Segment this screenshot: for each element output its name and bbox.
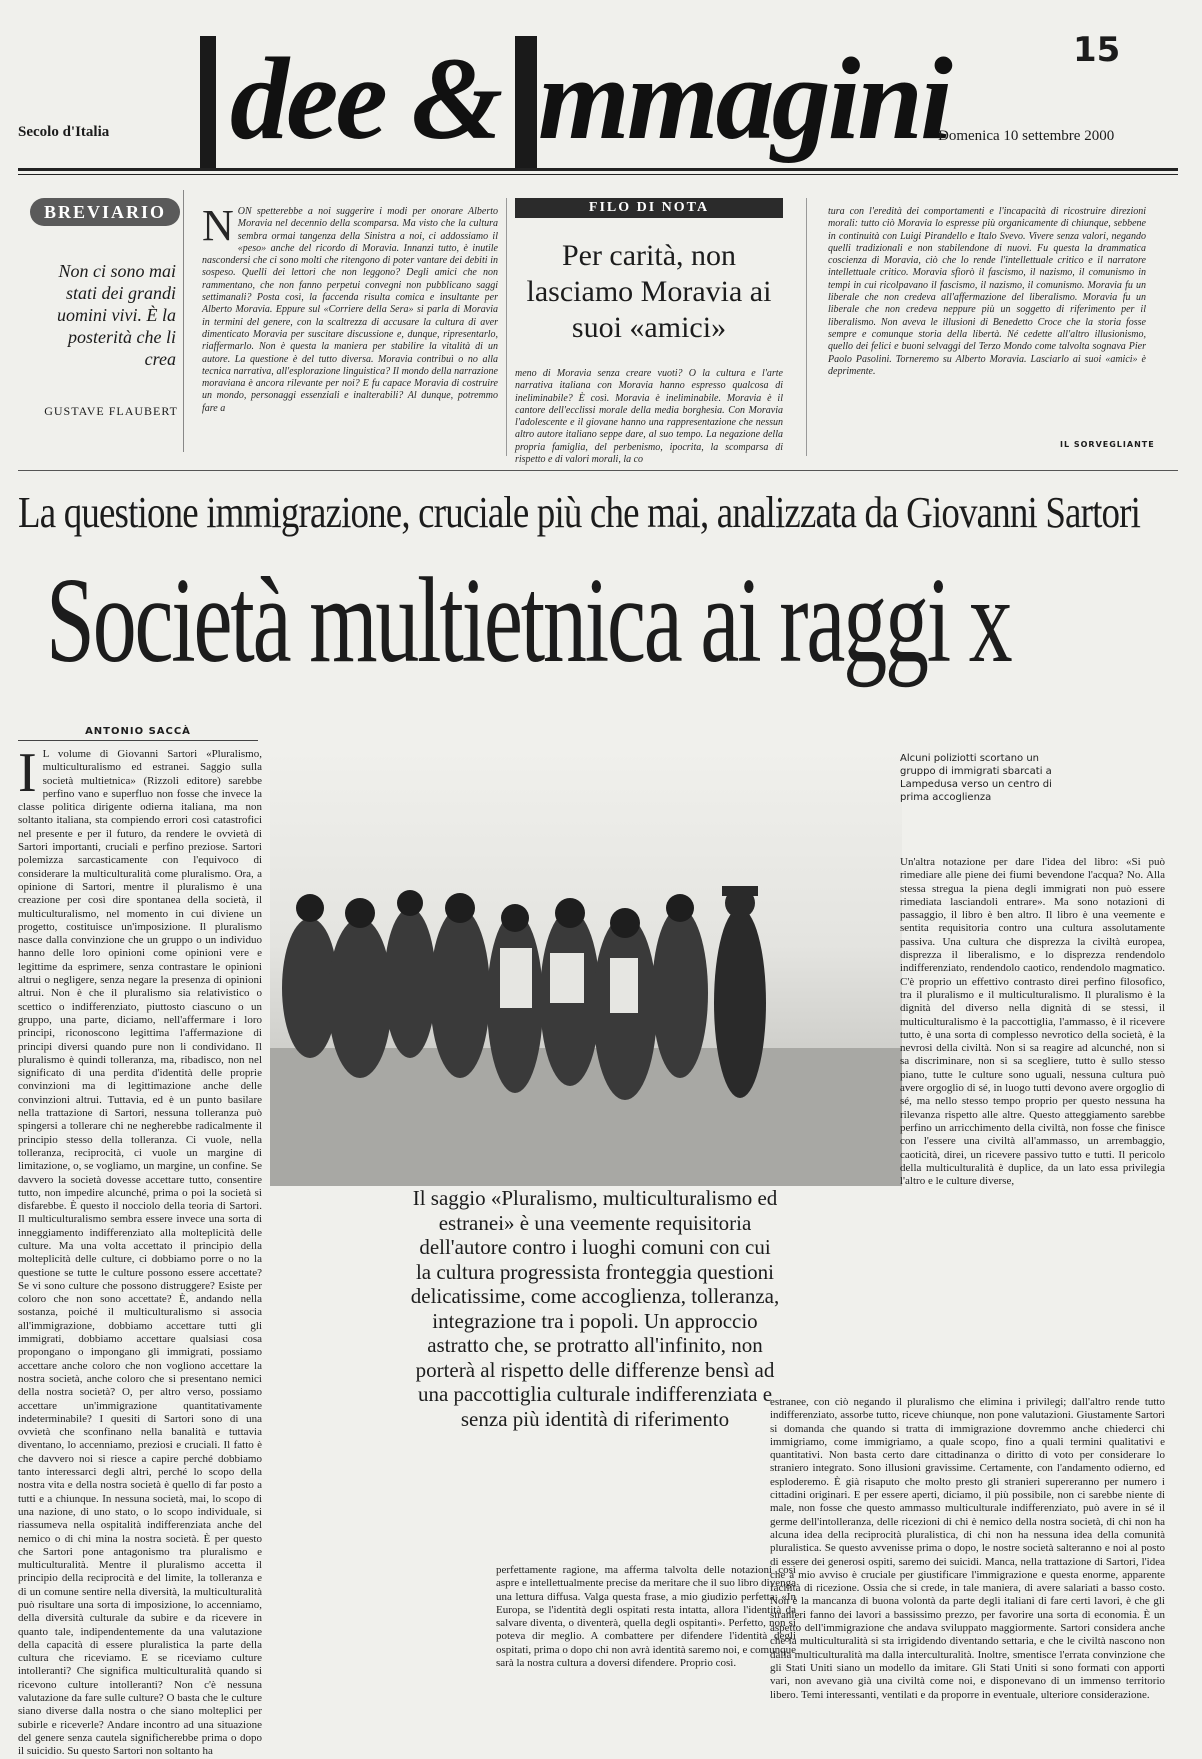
article-column-3-continued: estranee, con ciò negando il pluralismo che elimina i privilegi; dall'altro rende tutto indifferenziato, assorbe tutto, riceve chiunque, non pone valutazioni. Giustamente Sartori si domanda che quando si tratta di immigrazione dovremmo anche chiederci chi immigriamo, come immigriamo, a quale scopo, fino a quali termini qualitativi e quantitativi. Non basta certo dare cittadinanza o diritto di voto per considerare lo straniero integrato. Sono illusioni gravissime. Certamente, con l'andamento odierno, ed esploderemo. È già risaputo che molto presto gli stranieri supereranno per numero i cittadini originari. E per essere aperti, diciamo, il più possibile, non ci sarebbe niente di male, non fosse che questo ammasso multiculturale indifferenziato, può avere in sé il germe dell'intolleranza, delle ricezioni di chi è nemico della nostra società, di chi non ha alcuna idea della reciprocità pluralistica, di chi non ha nessuna idea della comunità pluralistica. Se questo avvenisse prima o dopo, le nostre società salteranno e noi al posto di essere dei generosi ospiti, saremo dei suicidi. Manca, nella trattazione di Sartori, l'idea che a mio avviso è cruciale per giustificare l'immigrazione e questa enorme, apparente facilità di ricezione. Ossia che si crede, in tale maniera, di avere salariati a basso costo. Non è la mancanza di buona volontà da parte degli italiani di fare certi lavori, è che gli stranieri fanno dei lavori a bassissimo prezzo, per favorire una sorta di economia. È un aspetto dell'immigrazione che andava sviluppato maggiormente. Sartori considera anche che la multiculturalità si sta irrigidendo diventando settaria, e che le civiltà nascono non dalla multiculturalità ma dalla interculturalità. Inoltre, smentisce l'errata convinzione che gli Stati Uniti siano un modello da imitare. Gli Stati Uniti si sono formati con apporti vari, non avevano già una civiltà come noi, e disponevano di un immenso territorio libero. Temi interessanti, ventilati e da proporre in eventuale, ulteriore considerazione. <box>770 1396 1165 1701</box>
section-rule <box>18 470 1178 471</box>
column-divider <box>806 198 807 456</box>
section-title <box>230 33 950 164</box>
filo-column-1 <box>202 201 498 456</box>
dropcap: N <box>202 201 234 250</box>
photo-placeholder <box>270 748 902 1186</box>
filo-di-nota-label: FILO DI NOTA <box>515 198 783 218</box>
article-column-3: Un'altra notazione per dare l'idea del libro: «Si può rimediare alle piene dei fiumi bevendone l'acqua? No. Alla stessa stregua la piena degli immigrati non può essere rimediata lasciandoli entrare». Ma sono notazioni di passaggio, il libro è ben altro. Il libro è una veemente e sentita requisitoria contro una cultura assolutamente passiva. Una cultura che disprezza la civiltà europea, disprezza il liberalismo, e lo disprezza rendendolo indifferenziato, rendendolo caotico, rendendolo magmatico. C'è proprio un effettivo contrasto direi perfino filosofico, tra il pluralismo e il multiculturalismo. Il pluralismo è la dignità del diverso nella dignità di se stessi, il multiculturalismo è la paccottiglia, l'ammasso, è il ricevere tutto, è una sorta di complesso nevrotico della società, è la nevrosi della civiltà. Non si sa reagire ad alcunché, non si sa discriminare, non si sa scegliere, tutto è sullo stesso piano, tutte le culture sono uguali, nessuna cultura può avere orgoglio di sé, in luogo tutti devono avere orgoglio di sé, ma nello stesso tempo proprio per questo nessuna ha rilevanza rispetto alle altre. Questo atteggiamento sarebbe perfino un arricchimento della civiltà, non fosse che finisce con l'essere una civiltà all'ammasso, un arrembaggio, caoticità, direi, un ricevere passivo tutto e tutti. Il pericolo della multiculturalità è duplice, da un lato essa privilegia l'altro e le culture diverse, <box>900 856 1165 1188</box>
section-title-left: dee & <box>230 33 501 164</box>
photo-immigrants-lampedusa <box>270 748 902 1186</box>
photo-caption: Alcuni poliziotti scortano un gruppo di immigrati sbarcati a Lampedusa verso un centro di prima accoglienza <box>900 753 1052 803</box>
filo-column-2: meno di Moravia senza creare vuoti? O la cultura e l'arte narrativa italiana con Moravia hanno espresso qualcosa di ineliminabile? È così. Moravia è ineliminabile. Moravia è il cantore dell'ecclissi morale della media borghesia. Con Moravia l'adolescente e il giovane hanno una rappresentazione che nessun altro autore italiano seppe dare, al suo tempo. La negazione della propria famiglia, del perbenismo, ipocrita, la scomparsa di rispetto e di valori morali, la co <box>515 368 783 466</box>
breviario-author: GUSTAVE FLAUBERT <box>44 404 178 418</box>
breviario-box <box>18 190 184 452</box>
filo-signature: IL SORVEGLIANTE <box>1060 440 1155 449</box>
pull-quote: Il saggio «Pluralismo, multiculturalismo ed estranei» è una veemente requisitoria dell'autore contro i luoghi comuni con cui la cultura progressista fronteggia questioni delicatissime, come accoglienza, tolleranza, integrazione tra i popoli. Un approccio astratto che, se protratto all'infinito, non porterà al rispetto delle differenze bensì ad una paccottiglia culturale indifferenziata e senza più identità di riferimento <box>410 1186 780 1431</box>
dropcap: I <box>18 742 37 804</box>
filo-di-nota-box <box>515 198 783 360</box>
breviario-label: BREVIARIO <box>30 198 180 226</box>
issue-date: Domenica 10 settembre 2000 <box>938 128 1115 144</box>
masthead-rule-thin <box>18 174 1178 175</box>
masthead-bar-left <box>200 36 216 168</box>
page-number: 15 <box>1073 30 1121 70</box>
newspaper-name: Secolo d'Italia <box>18 124 110 140</box>
article-column-2: perfettamente ragione, ma afferma talvolta delle notazioni così aspre e intellettualmente precise da meritare che il suo libro divenga una lettura diffusa. Valga questa frase, a mio giudizio perfetta: «In Europa, se l'identità degli ospitati resta intatta, allora l'identità da salvare diventa, o diventerà, quella degli ospitanti». Perfetto, non si poteva dir meglio. A combattere per difendere l'identità degli ospitati, prima o dopo chi non avrà identità saremo noi, e comunque sarà la nostra cultura a doversi difendere. Proprio così. <box>496 1564 796 1670</box>
article-column-1-text: L volume di Giovanni Sartori «Pluralismo, multiculturalismo ed estranei. Saggio sulla società multietnica» (Rizzoli editore) sarebbe perfino vano e superfluo non fosse che invece la classe politica dirigente odierna italiana, ma non soltanto italiana, sta compiendo errori così catastrofici nel presente e per il futuro, da rendere le ovvietà di Sartori importanti, cruciali e perfino preziose. Sartori polemizza sarcasticamente con l'equivoco di considerare la multiculturalità come pluralismo. Ora, a opinione di Sartori, mentre il pluralismo è una creazione per così dire spontanea della società, il multiculturalismo, nel momento in cui diviene un progetto, costituisce un'imposizione. Il pluralismo nasce dalla convinzione che un gruppo o un individuo hanno delle loro opinioni come opinioni vere e legittime da esprimere, senza contrastare le opinioni altrui o negligere, senza negare la presenza di opinioni altrui. Non è che il pluralismo sia relativistico o scettico o indifferenziato, piuttosto ciascuno o un gruppo, una parte, diciamo, nell'affermare i loro principi, riconoscono legittima l'affermazione di principi diversi quando pure non li condividano. Il pluralismo è quindi tolleranza, ma, ribadisco, non nel significato di una perdita d'identità delle proprie convinzioni ma di legittimazione anche delle convinzioni altrui. Tuttavia, ed è un punto basilare nella trattazione di Sartori, nessuna tolleranza può spingersi a tollerare chi ne negherebbe radicalmente il principio stesso della tolleranza. Ci vuole, nella tolleranza, reciprocità, ci vuole un margine di limitazione, o, se vogliamo, un margine, un confine. Se davvero la società dovesse accettare tutto, consentire tutto, non impedire alcunché, prima o poi la società si disfarebbe. È questo il nocciolo della teoria di Sartori. Il multiculturalismo sembra essere invece una sorta di inneggiamento indifferenziato alla molteplicità delle culture. Ma una volta accettato il principio della molteplicità delle culture, ci dobbiamo porre o no la questione se tutte le culture possono essere accettate? Se vi sono culture che possono distruggere? Esiste per coloro che non sono accettate? È, andando nella sostanza, poiché il multiculturalismo si associa all'immigrazione, dobbiamo accettare tutti gli immigrati, dobbiamo accettare qualsiasi cosa propongano o impongano gli immigrati, possiamo accettare anche coloro che non vogliono accettare la nostra società, anche coloro che si presentano nemici della nostra società? O, per altro verso, possiamo accettare un'immigrazione quantitativamente indeterminabile? I quesiti di Sartori sono di una ovvietà che sconfinano nella banalità e tuttavia diventano, lo accenniamo, preziosi e cruciali. Il fatto è che davvero noi si riesce a capire perché dobbiamo tanto interessarci degli altri, perché lo scopo della nostra vita e della nostra società è quello di far posto a tutti e a chiunque. In nessuna società, mai, lo scopo di una nazione, di uno stato, o lo scopo individuale, si riassumeva nella ospitalità indifferenziata anche del nemico o di chi mina la nostra società. È per questo che Sartori pone antagonismo tra pluralismo e multiculturalità. Mentre il pluralismo accetta il principio della reciprocità e del limite, la tolleranza e di un comune sentire nella diversità, la multiculturalità può risultare una sorta di imposizione, lo accenniamo, della diversità culturale da subire e da ricevere in quanto tale, indipendentemente da una valutazione della capacità di essere pluralistica la parte della cultura che riceviamo. E se riceviamo culture intolleranti? Che significa multiculturalità quando si ricevono culture intolleranti? Non c'è nessuna valutazione da fare sulle culture? O basta che le culture siano diverse dalla nostra o che siano molteplici per subirle e riceverle? Andare incontro ad una situazione del genere senza cautela significherebbe prima o dopo il suicidio. Su questo Sartori non soltanto ha <box>18 748 262 1758</box>
article-kicker: La questione immigrazione, cruciale più che mai, analizzata da Giovanni Sartori <box>18 488 1141 537</box>
article-headline: Società multietnica ai raggi x <box>46 553 1011 688</box>
breviario-quote: Non ci sono mai stati dei grandi uomini vivi. È la posterità che li crea <box>57 261 176 369</box>
filo-di-nota-title: Per carità, non lasciamo Moravia ai suoi «amici» <box>526 239 772 344</box>
column-divider <box>506 198 507 456</box>
section-title-right: mmagini <box>538 33 950 164</box>
filo-column-3: tura con l'eredità dei comportamenti e l'incapacità di ricostruire direzioni morali: tutto ciò Moravia lo espresse più organicamente di chiunque, sebbene in continuità con Luigi Pirandello e Italo Svevo. Vivere senza valori, negando quelli tradizionali e non stabilendone di nuovi. Fu questa la drammatica coscienza di Moravia, ciò che lo rende l'intellettuale critico e il narratore intellettuale critico. Moravia sfiorò il fascismo, il nazismo, il comunismo in tempi in cui ricolpavano il fascismo, il nazismo, il comunismo. Moravia fu un liberale che non credeva all'affermazione del liberalismo. Moravia fu un liberale che non credeva neppure più un soggetto di riferimento per il liberalismo. Non aveva le illusioni di Benedetto Croce che la storia fosse sempre e comunque storia della libertà. Né cedette all'altro illusionismo, quello dei felici e buoni selvaggi del Terzo Mondo come talvolta sognava Pier Paolo Pasolini. Torneremo su Alberto Moravia. Lasciarlo ai suoi «amici» è deprimente. <box>828 206 1146 377</box>
masthead-rule <box>18 168 1178 171</box>
filo-column-1-text: ON spetterebbe a noi suggerire i modi per onorare Alberto Moravia nel decennio della scomparsa. Ma visto che la cultura sembra ormai tangenza della Sinistra a noi, ci addossiamo il «peso» anche del ricordo di Moravia. Innanzi tutto, è inutile nascondersi che ci sono molti che ritengono di poter vantare dei debiti in sospeso. Quelli dei lettori che non leggono? Degli amici che non rammentano, che non fanno perpetui convegni non pubblicano saggi settimanali? Posta così, la faccenda risulta comica e insultante per Alberto Moravia. Eppure sul «Corriere della Sera» si parla di Moravia in termini del genere, con la scaltrezza di accusare la cultura di aver dimenticato Moravia per suscitare discussione e, dunque, ripresentarlo, riaffermarlo. Non è questa la maniera per stabilire la vitalità di un autore. La questione è del tutto diversa. Moravia contribuì o no alla tecnica narrativa, all'esplorazione linguistica? Il mondo della narrazione moraviana è ancora rilevante per noi? E fu capace Moravia di costruire un mondo, personaggi essenziali e inalterabili? Al dunque, potremmo fare a <box>202 206 498 414</box>
article-column-1 <box>18 742 262 1758</box>
byline: ANTONIO SACCÀ <box>18 726 258 741</box>
